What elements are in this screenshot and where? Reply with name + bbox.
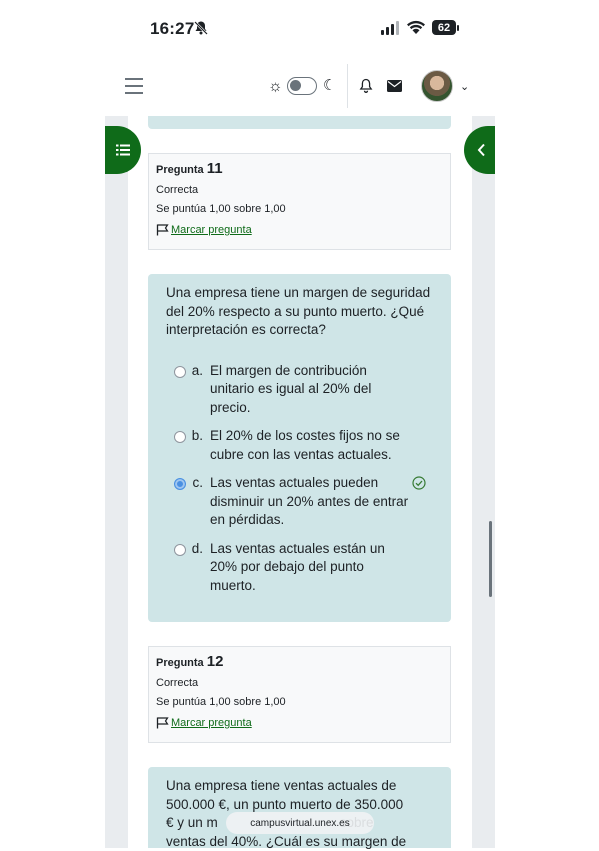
flag-label: Marcar pregunta	[171, 717, 252, 729]
question-number: 12	[207, 653, 224, 670]
top-navbar	[105, 60, 495, 116]
status-bar	[0, 0, 599, 58]
battery-level: 62	[432, 20, 456, 35]
avatar[interactable]	[421, 70, 453, 102]
list-icon	[116, 144, 130, 156]
answer-text: El margen de contribución unitario es igual al 20% del precio.	[210, 362, 410, 418]
answer-letter: b.	[188, 427, 210, 464]
status-time: 16:27	[150, 19, 194, 39]
question-11-status: Correcta	[156, 184, 443, 196]
question-12-score: Se puntúa 1,00 sobre 1,00	[156, 696, 443, 708]
chevron-left-icon	[477, 143, 486, 157]
question-number: 11	[207, 160, 223, 177]
question-12-flag-link[interactable]	[156, 717, 443, 729]
bell-off-icon	[193, 20, 209, 36]
sun-icon: ☼	[268, 78, 283, 96]
mail-icon[interactable]	[387, 80, 402, 92]
chevron-down-icon[interactable]: ⌄	[460, 80, 469, 93]
answer-letter: a.	[188, 362, 210, 418]
answer-letter: d.	[188, 540, 210, 596]
wifi-icon	[406, 20, 426, 35]
question-11-title	[156, 160, 443, 177]
radio-d[interactable]	[174, 544, 186, 556]
question-title-prefix: Pregunta	[156, 657, 204, 669]
radio-c-selected[interactable]	[174, 478, 186, 490]
question-12-text-line: Una empresa tiene ventas actuales de	[166, 777, 433, 796]
answer-option-a[interactable]	[174, 362, 433, 418]
answer-text: Las ventas actuales pueden disminuir un 20% antes de entrar en pérdidas.	[210, 474, 410, 530]
question-12-text-line: 500.000 €, un punto muerto de 350.000	[166, 796, 433, 815]
nav-divider	[347, 64, 348, 108]
question-11-score: Se puntúa 1,00 sobre 1,00	[156, 203, 443, 215]
question-12-title	[156, 653, 443, 670]
answer-text: Las ventas actuales están un 20% por debajo del punto muerto.	[210, 540, 410, 596]
question-11-text: Una empresa tiene un margen de seguridad del 20% respecto a su punto muerto. ¿Qué interpretación es correcta?	[166, 284, 433, 340]
previous-question-card	[148, 116, 451, 129]
question-12-content	[148, 767, 451, 848]
answer-option-b[interactable]	[174, 427, 433, 464]
question-12-text-fragment: € y un m	[166, 814, 218, 833]
answer-option-d[interactable]	[174, 540, 433, 596]
dark-mode-toggle[interactable]	[287, 77, 317, 95]
flag-icon	[156, 224, 169, 236]
scrollbar[interactable]	[489, 521, 492, 597]
radio-b[interactable]	[174, 431, 186, 443]
hamburger-icon[interactable]	[125, 78, 143, 94]
question-11-content	[148, 274, 451, 622]
answer-option-c[interactable]	[174, 474, 433, 530]
answer-text: El 20% de los costes fijos no se cubre con las ventas actuales.	[210, 427, 410, 464]
bell-icon[interactable]	[359, 78, 373, 94]
question-title-prefix: Pregunta	[156, 164, 204, 176]
flag-label: Marcar pregunta	[171, 224, 252, 236]
correct-check-icon	[412, 476, 426, 490]
radio-a[interactable]	[174, 366, 186, 378]
moon-icon: ☾	[323, 76, 336, 94]
question-11-info	[148, 153, 451, 250]
question-12-status: Correcta	[156, 677, 443, 689]
flag-icon	[156, 717, 169, 729]
question-12-text-line: ventas del 40%. ¿Cuál es su margen de	[166, 833, 433, 851]
answer-letter: c.	[188, 474, 210, 530]
question-12-info	[148, 646, 451, 743]
battery-icon	[432, 20, 459, 35]
question-11-flag-link[interactable]	[156, 224, 443, 236]
signal-icon	[380, 21, 400, 35]
browser-url-bar[interactable]: campusvirtual.unex.es	[226, 812, 374, 834]
